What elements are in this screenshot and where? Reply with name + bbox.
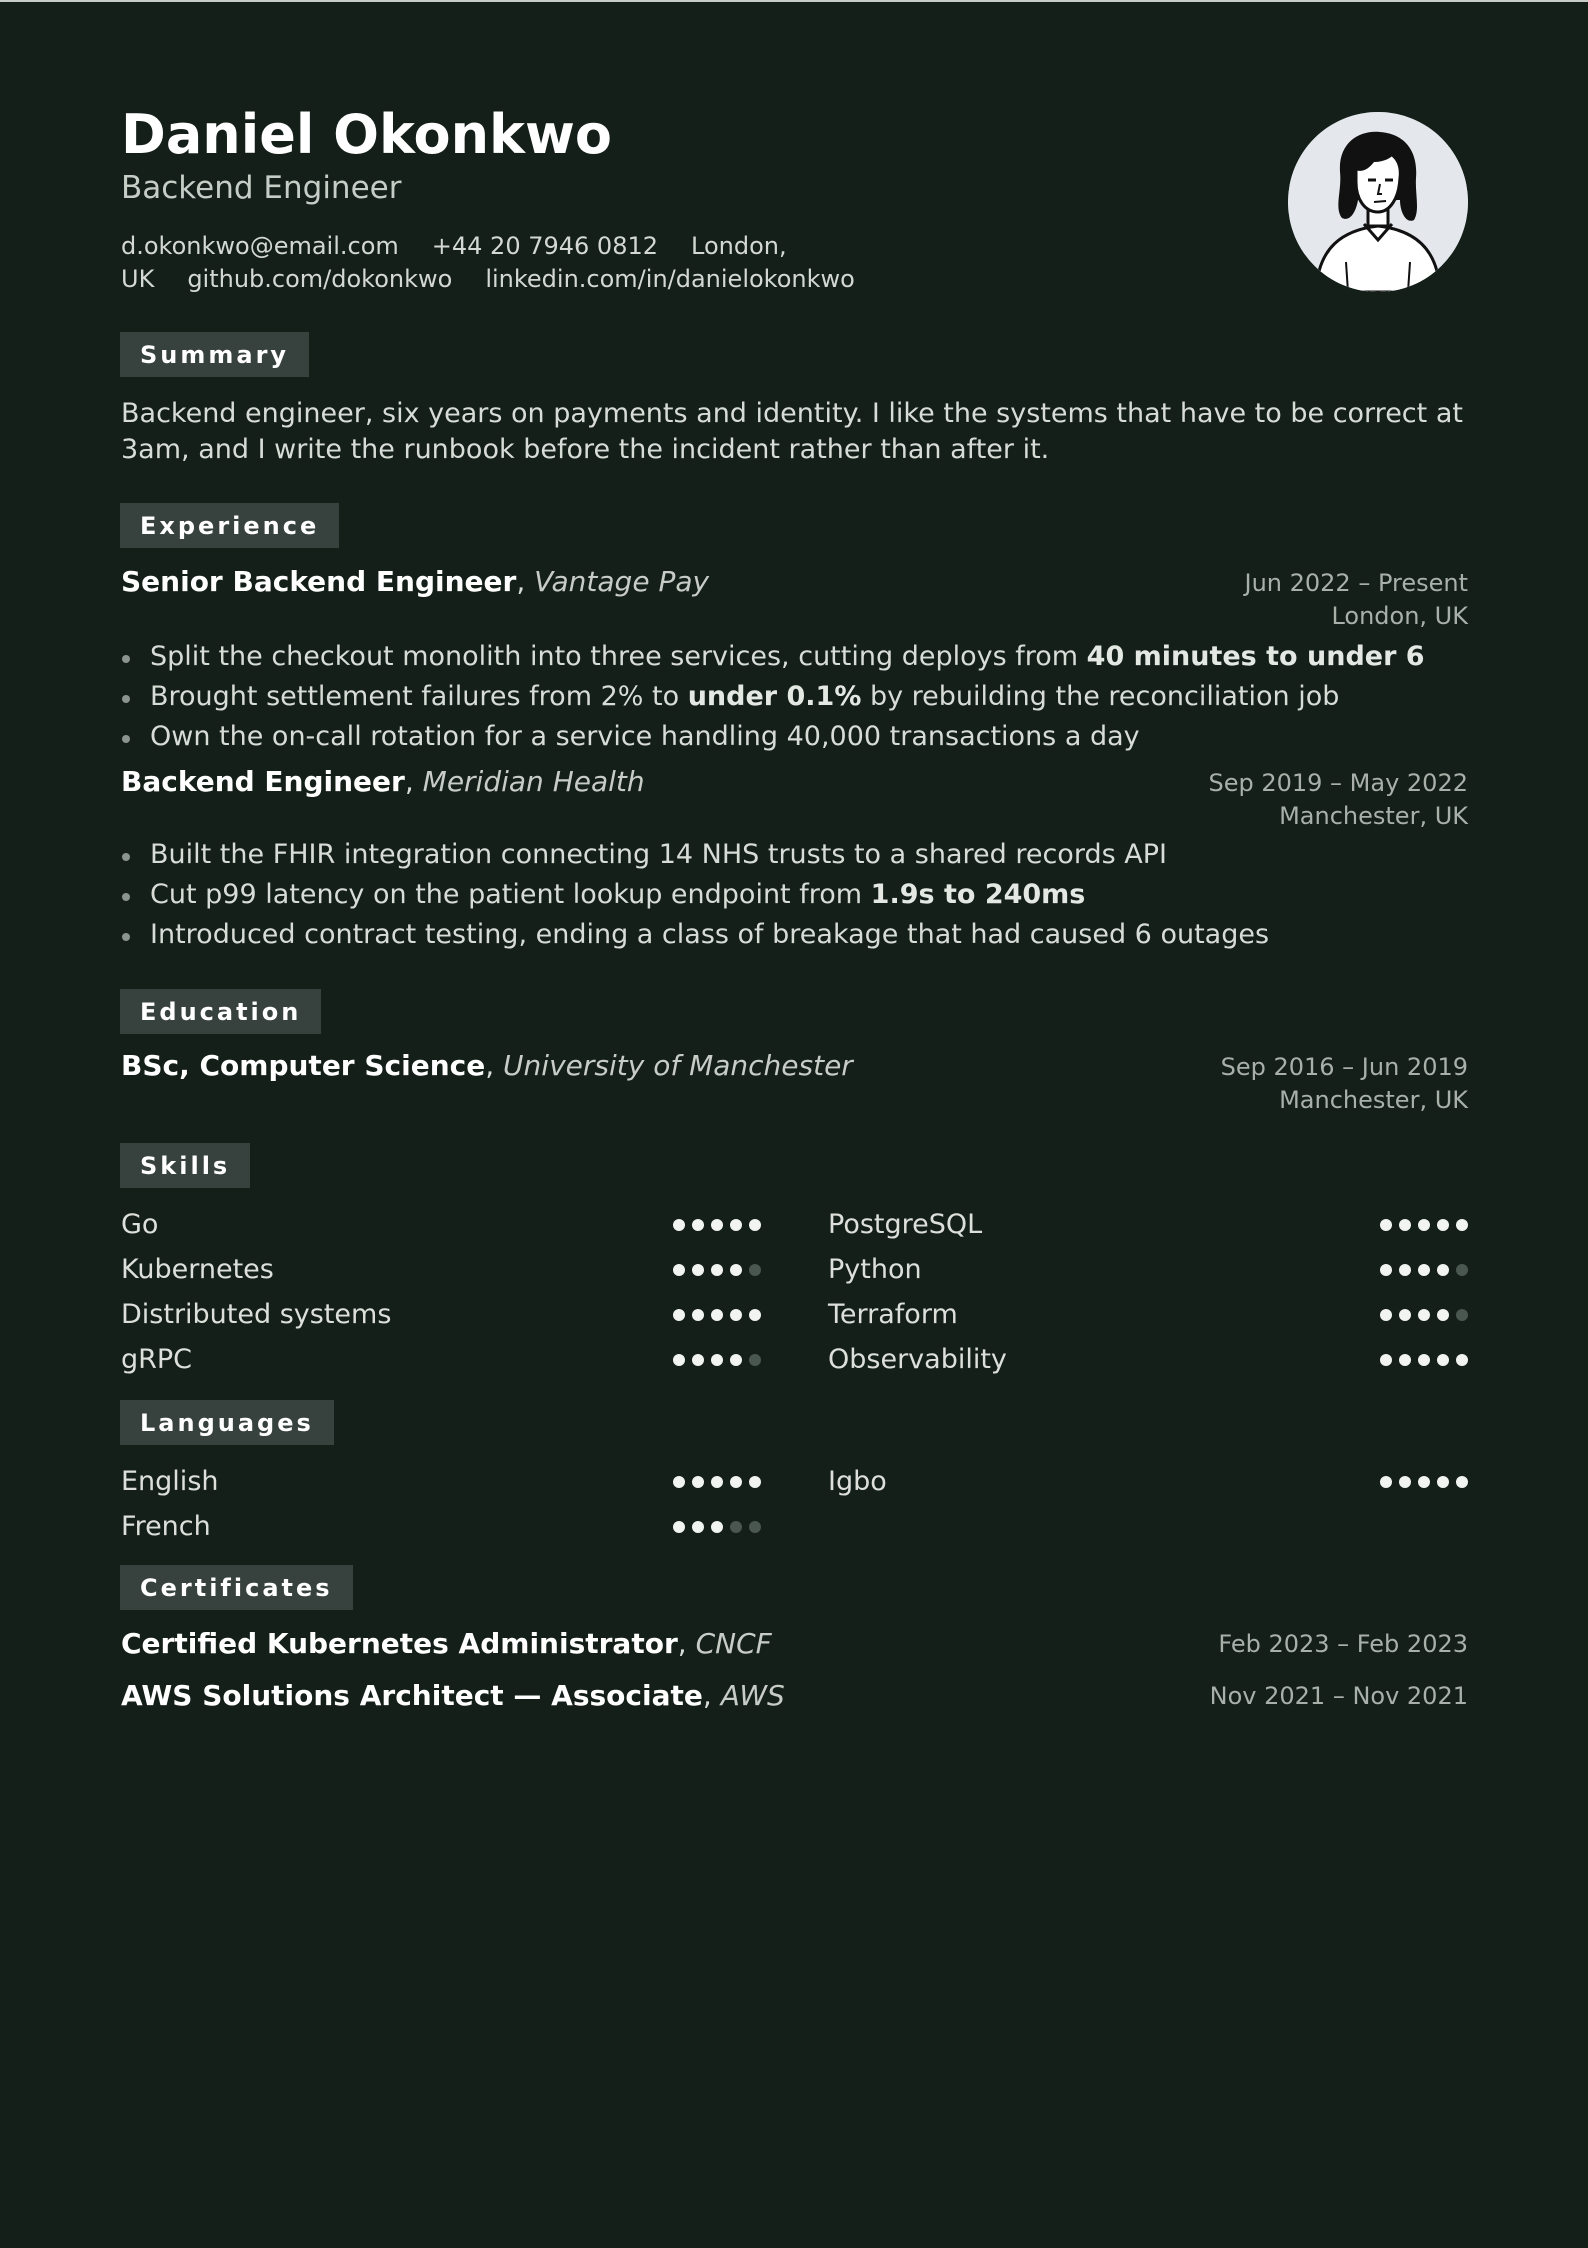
- skill-item: [121, 1202, 761, 1247]
- rating-dot-filled: [1399, 1476, 1411, 1488]
- skill-item: [828, 1202, 1468, 1247]
- rating-dot-filled: [673, 1219, 685, 1231]
- skill-item: [121, 1292, 761, 1337]
- certificate-line: Certified Kubernetes Administrator, CNCF: [121, 1627, 772, 1660]
- rating-dot-filled: [692, 1219, 704, 1231]
- candidate-title: Backend Engineer: [121, 170, 402, 206]
- skills-grid: [121, 1202, 1468, 1382]
- job-meta: [1208, 767, 1468, 833]
- job-role: Backend Engineer: [121, 765, 405, 798]
- certificate-line: AWS Solutions Architect — Associate, AWS: [121, 1679, 785, 1712]
- job-bullets: [121, 637, 1468, 757]
- rating-dot-filled: [1380, 1476, 1392, 1488]
- job-dates: Sep 2019 – May 2022: [1208, 769, 1468, 797]
- language-rating: [673, 1459, 761, 1504]
- skill-item: [828, 1292, 1468, 1337]
- language-name: French: [121, 1511, 211, 1542]
- language-item: [121, 1459, 761, 1504]
- languages-grid: [121, 1459, 1468, 1549]
- certificate-issuer: CNCF: [695, 1627, 772, 1660]
- rating-dot-filled: [1456, 1354, 1468, 1366]
- rating-dot-filled: [730, 1264, 742, 1276]
- rating-dot-filled: [711, 1264, 723, 1276]
- skill-name: Python: [828, 1254, 922, 1285]
- experience-entry: [121, 767, 1468, 955]
- rating-dot-filled: [1418, 1476, 1430, 1488]
- education-section: [121, 989, 1468, 1121]
- contact-info: [121, 230, 855, 296]
- rating-dot-filled: [692, 1354, 704, 1366]
- job-location: London, UK: [1331, 602, 1468, 630]
- list-item: Own the on-call rotation for a service handling 40,000 transactions a day: [121, 717, 1468, 757]
- list-item: Brought settlement failures from 2% to under 0.1% by rebuilding the reconciliation job: [121, 677, 1468, 717]
- job-dates: Jun 2022 – Present: [1244, 569, 1468, 597]
- certificates-section: [121, 1565, 1468, 1722]
- certificate-name: AWS Solutions Architect — Associate: [121, 1679, 703, 1712]
- certificate-list: [121, 1618, 1468, 1722]
- rating-dot-filled: [1380, 1354, 1392, 1366]
- certificate-entry: [121, 1618, 1468, 1670]
- skill-name: Terraform: [828, 1299, 958, 1330]
- rating-dot-filled: [749, 1476, 761, 1488]
- list-item: Cut p99 latency on the patient lookup endpoint from 1.9s to 240ms: [121, 875, 1468, 915]
- skill-name: gRPC: [121, 1344, 193, 1375]
- rating-dot-filled: [1399, 1354, 1411, 1366]
- resume-content: [121, 2, 1468, 1722]
- rating-dot-filled: [1418, 1264, 1430, 1276]
- avatar-illustration-icon: [1288, 112, 1468, 292]
- degree-line: BSc, Computer Science, University of Manchester: [121, 1049, 853, 1082]
- skill-rating: [673, 1292, 761, 1337]
- skill-item: [828, 1247, 1468, 1292]
- skill-item: [121, 1247, 761, 1292]
- rating-dot-filled: [673, 1264, 685, 1276]
- skill-item: [121, 1337, 761, 1382]
- rating-dot-filled: [711, 1521, 723, 1533]
- section-heading-certificates: Certificates: [120, 1565, 353, 1610]
- skills-section: [121, 1143, 1468, 1382]
- skill-name: Distributed systems: [121, 1299, 392, 1330]
- rating-dot-filled: [1437, 1219, 1449, 1231]
- rating-dot-filled: [1380, 1264, 1392, 1276]
- section-heading-experience: Experience: [120, 503, 339, 548]
- rating-dot-filled: [1399, 1264, 1411, 1276]
- certificate-dates: Nov 2021 – Nov 2021: [1209, 1682, 1468, 1710]
- job-title-line: Senior Backend Engineer, Vantage Pay: [121, 565, 710, 598]
- experience-section: [121, 503, 1468, 955]
- contact-linkedin[interactable]: linkedin.com/in/danielokonkwo: [485, 265, 855, 293]
- skill-name: Observability: [828, 1344, 1007, 1375]
- skill-rating: [1380, 1202, 1468, 1247]
- skill-rating: [1380, 1337, 1468, 1382]
- education-dates: Sep 2016 – Jun 2019: [1220, 1053, 1468, 1081]
- section-heading-skills: Skills: [120, 1143, 250, 1188]
- language-item: [828, 1459, 1468, 1504]
- language-name: English: [121, 1466, 219, 1497]
- entry-head: [121, 765, 1468, 830]
- rating-dot-filled: [749, 1309, 761, 1321]
- rating-dot-filled: [692, 1309, 704, 1321]
- rating-dot-empty: [749, 1264, 761, 1276]
- job-title-line: Backend Engineer, Meridian Health: [121, 765, 645, 798]
- rating-dot-filled: [673, 1521, 685, 1533]
- list-item: Introduced contract testing, ending a class of breakage that had caused 6 outages: [121, 915, 1468, 955]
- job-company: Vantage Pay: [534, 565, 710, 598]
- entry-head: [121, 565, 1468, 630]
- rating-dot-filled: [692, 1521, 704, 1533]
- rating-dot-filled: [1437, 1354, 1449, 1366]
- contact-phone[interactable]: +44 20 7946 0812: [431, 232, 659, 260]
- job-meta: [1244, 567, 1468, 633]
- skill-rating: [673, 1202, 761, 1247]
- rating-dot-empty: [1456, 1309, 1468, 1321]
- rating-dot-filled: [711, 1309, 723, 1321]
- education-entry: [121, 1051, 1468, 1121]
- rating-dot-filled: [1418, 1354, 1430, 1366]
- job-location: Manchester, UK: [1279, 802, 1468, 830]
- rating-dot-filled: [711, 1476, 723, 1488]
- rating-dot-filled: [730, 1476, 742, 1488]
- rating-dot-filled: [1399, 1309, 1411, 1321]
- experience-entry: [121, 567, 1468, 757]
- rating-dot-filled: [1456, 1219, 1468, 1231]
- school: University of Manchester: [503, 1049, 853, 1082]
- rating-dot-filled: [1399, 1219, 1411, 1231]
- certificate-dates: Feb 2023 – Feb 2023: [1218, 1630, 1468, 1658]
- rating-dot-filled: [1437, 1476, 1449, 1488]
- contact-location: London, UK: [121, 232, 787, 293]
- summary-section: [121, 332, 1468, 468]
- certificate-entry: [121, 1670, 1468, 1722]
- list-item: Split the checkout monolith into three services, cutting deploys from 40 minutes to under 6: [121, 637, 1468, 677]
- rating-dot-filled: [1437, 1309, 1449, 1321]
- candidate-name: Daniel Okonkwo: [121, 103, 612, 166]
- rating-dot-filled: [1380, 1219, 1392, 1231]
- rating-dot-empty: [730, 1521, 742, 1533]
- rating-dot-filled: [749, 1219, 761, 1231]
- rating-dot-filled: [1380, 1309, 1392, 1321]
- contact-github[interactable]: github.com/dokonkwo: [187, 265, 453, 293]
- rating-dot-empty: [1456, 1264, 1468, 1276]
- education-location: Manchester, UK: [1279, 1086, 1468, 1114]
- certificate-issuer: AWS: [720, 1679, 785, 1712]
- language-rating: [673, 1504, 761, 1549]
- certificate-name: Certified Kubernetes Administrator: [121, 1627, 678, 1660]
- rating-dot-filled: [673, 1309, 685, 1321]
- section-heading-languages: Languages: [120, 1400, 334, 1445]
- skill-name: PostgreSQL: [828, 1209, 983, 1240]
- skill-name: Go: [121, 1209, 159, 1240]
- rating-dot-empty: [749, 1354, 761, 1366]
- rating-dot-filled: [1418, 1219, 1430, 1231]
- contact-email[interactable]: d.okonkwo@email.com: [121, 232, 399, 260]
- job-role: Senior Backend Engineer: [121, 565, 517, 598]
- rating-dot-filled: [1418, 1309, 1430, 1321]
- job-bullets: [121, 835, 1468, 955]
- summary-text: Backend engineer, six years on payments and identity. I like the systems that have to be correct at 3am, and I write the runbook before the incident rather than after it.: [121, 398, 1463, 465]
- skill-rating: [673, 1337, 761, 1382]
- rating-dot-empty: [749, 1521, 761, 1533]
- rating-dot-filled: [730, 1219, 742, 1231]
- skill-name: Kubernetes: [121, 1254, 274, 1285]
- rating-dot-filled: [730, 1309, 742, 1321]
- skill-rating: [1380, 1247, 1468, 1292]
- languages-section: [121, 1400, 1468, 1549]
- language-rating: [1380, 1459, 1468, 1504]
- job-company: Meridian Health: [422, 765, 645, 798]
- rating-dot-filled: [673, 1476, 685, 1488]
- section-heading-summary: Summary: [120, 332, 309, 377]
- rating-dot-filled: [1456, 1476, 1468, 1488]
- education-meta: [1221, 1051, 1468, 1117]
- rating-dot-filled: [692, 1264, 704, 1276]
- language-name: Igbo: [828, 1466, 887, 1497]
- skill-rating: [673, 1247, 761, 1292]
- rating-dot-filled: [692, 1476, 704, 1488]
- rating-dot-filled: [1437, 1264, 1449, 1276]
- avatar: [1288, 112, 1468, 292]
- list-item: Built the FHIR integration connecting 14 NHS trusts to a shared records API: [121, 835, 1468, 875]
- rating-dot-filled: [730, 1354, 742, 1366]
- skill-rating: [1380, 1292, 1468, 1337]
- entry-head: [121, 1049, 1468, 1114]
- rating-dot-filled: [673, 1354, 685, 1366]
- rating-dot-filled: [711, 1354, 723, 1366]
- resume-header: [121, 2, 1468, 332]
- language-item: [121, 1504, 761, 1549]
- skill-item: [828, 1337, 1468, 1382]
- section-heading-education: Education: [120, 989, 321, 1034]
- rating-dot-filled: [711, 1219, 723, 1231]
- degree: BSc, Computer Science: [121, 1049, 486, 1082]
